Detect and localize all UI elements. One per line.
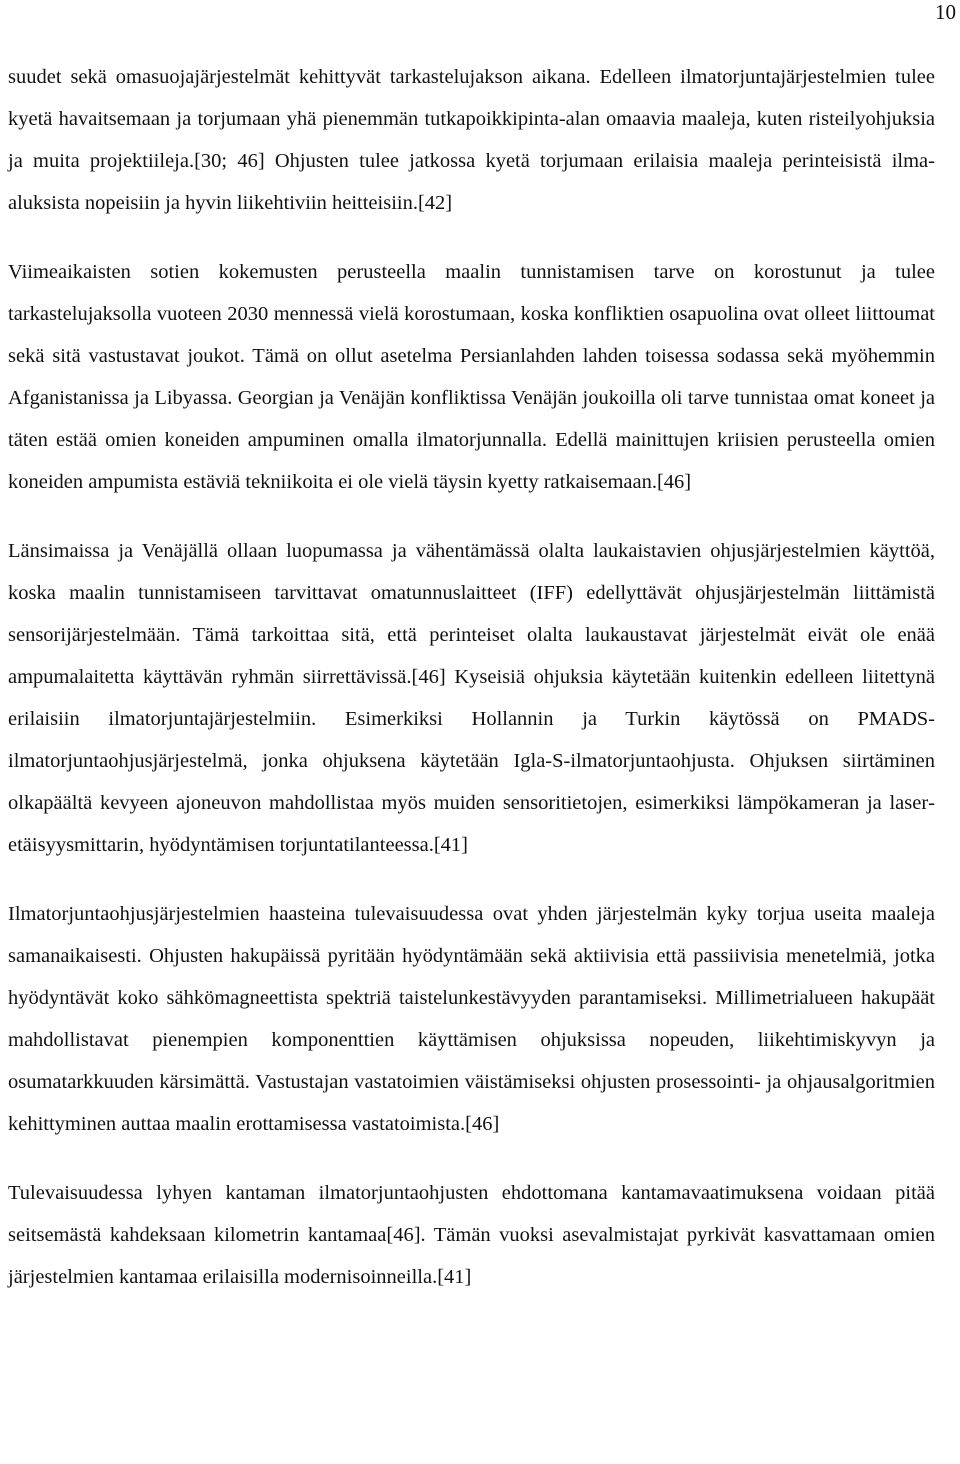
paragraph-2: Viimeaikaisten sotien kokemusten perusteella maalin tunnistamisen tarve on korostunut ja tulee tarkastelujaksolla vuoteen 2030 mennessä vielä korostumaan, koska konfliktien osapuolina ovat olleet liittoumat sekä sitä vastustavat joukot. Tämä on ollut asetelma Persianlahden lahden toisessa sodassa sekä myöhemmin Afganistanissa ja Libyassa. Georgian ja Venäjän konfliktissa Venäjän joukoilla oli tarve tunnistaa omat koneet ja täten estää omien koneiden ampuminen omalla ilmatorjunnalla. Edellä mainittujen kriisien perusteella omien koneiden ampumista estäviä tekniikoita ei ole vielä täysin kyetty ratkaisemaan.[46] bbox=[8, 261, 935, 493]
paragraph-1: suudet sekä omasuojajärjestelmät kehittyvät tarkastelujakson aikana. Edelleen ilmatorjuntajärjestelmien tulee kyetä havaitsemaan ja torjumaan yhä pienemmän tutkapoikkipinta-alan omaavia maaleja, kuten risteilyohjuksia ja muita projektiileja.[30; 46] Ohjusten tulee jatkossa kyetä torjumaan erilaisia maaleja perinteisistä ilma-aluksista nopeisiin ja hyvin liikehtiviin heitteisiin.[42] bbox=[8, 66, 935, 214]
paragraph-4: Ilmatorjuntaohjusjärjestelmien haasteina tulevaisuudessa ovat yhden järjestelmän kyky torjua useita maaleja samanaikaisesti. Ohjusten hakupäissä pyritään hyödyntämään sekä aktiivisia että passiivisia menetelmiä, jotka hyödyntävät koko sähkömagneettista spektriä taistelunkestävyyden parantamiseksi. Millimetrialueen hakupäät mahdollistavat pienempien komponenttien käyttämisen ohjuksissa nopeuden, liikehtimiskyvyn ja osumatarkkuuden kärsimättä. Vastustajan vastatoimien väistämiseksi ohjusten prosessointi- ja ohjausalgoritmien kehittyminen auttaa maalin erottamisessa vastatoimista.[46] bbox=[8, 903, 935, 1135]
page-number: 10 bbox=[935, 0, 956, 24]
body-text bbox=[8, 56, 935, 1298]
paragraph-5: Tulevaisuudessa lyhyen kantaman ilmatorjuntaohjusten ehdottomana kantamavaatimuksena voidaan pitää seitsemästä kahdeksaan kilometrin kantamaa[46]. Tämän vuoksi asevalmistajat pyrkivät kasvattamaan omien järjestelmien kantamaa erilaisilla modernisoinneilla.[41] bbox=[8, 1182, 935, 1288]
paragraph-3: Länsimaissa ja Venäjällä ollaan luopumassa ja vähentämässä olalta laukaistavien ohjusjärjestelmien käyttöä, koska maalin tunnistamiseen tarvittavat omatunnuslaitteet (IFF) edellyttävät ohjusjärjestelmän liittämistä sensorijärjestelmään. Tämä tarkoittaa sitä, että perinteiset olalta laukaustavat järjestelmät eivät ole enää ampumalaitetta käyttävän ryhmän siirrettävissä.[46] Kyseisiä ohjuksia käytetään kuitenkin edelleen liitettynä erilaisiin ilmatorjuntajärjestelmiin. Esimerkiksi Hollannin ja Turkin käytössä on PMADS-ilmatorjuntaohjusjärjestelmä, jonka ohjuksena käytetään Igla-S-ilmatorjuntaohjusta. Ohjuksen siirtäminen olkapäältä kevyeen ajoneuvon mahdollistaa myös muiden sensoritietojen, esimerkiksi lämpökameran ja laseretäisyysmittarin, hyödyntämisen torjuntatilanteessa.[41] bbox=[8, 540, 935, 856]
